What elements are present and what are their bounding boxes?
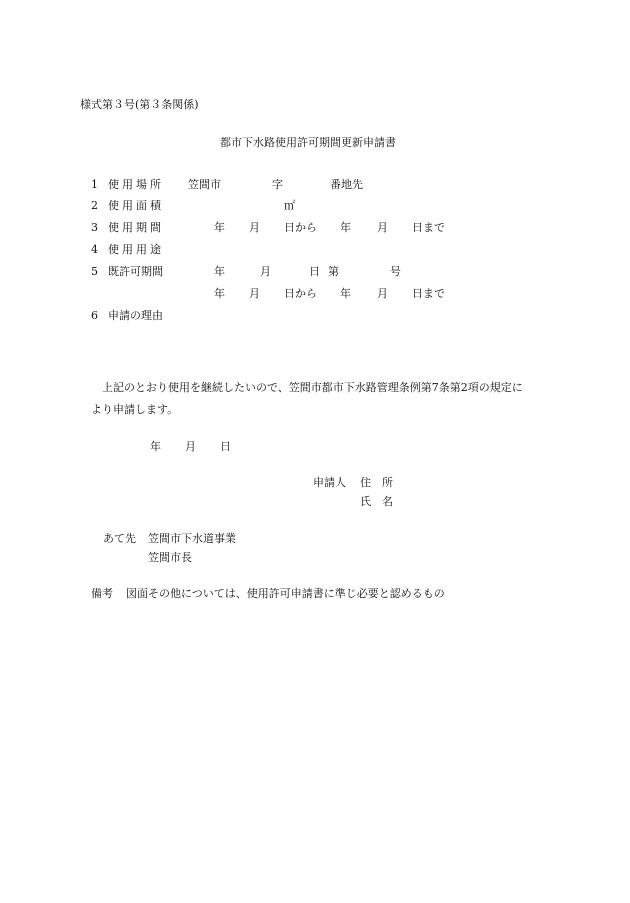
form-number: 様式第３号(第３条関係) — [80, 98, 199, 111]
form-title: 都市下水路使用許可期間更新申請書 — [220, 136, 396, 149]
row-4-label: 使用用途 — [108, 243, 164, 256]
date-day: 日 — [220, 440, 231, 453]
row-5b-day-from: 日から — [284, 287, 317, 300]
row-3-day-from: 日から — [284, 221, 317, 234]
row-5-label: 既許可期間 — [108, 265, 163, 278]
addressee-line-1: 笠間市下水道事業 — [148, 532, 236, 545]
applicant-label: 申請人 — [313, 476, 346, 489]
row-3-year: 年 — [214, 221, 225, 234]
row-1-banchi: 番地先 — [330, 178, 363, 191]
row-3-month-2: 月 — [377, 221, 388, 234]
row-5-gou: 号 — [390, 265, 401, 278]
row-5-day: 日 — [309, 265, 320, 278]
applicant-name-label: 氏 名 — [360, 495, 393, 508]
row-2-label: 使用面積 — [108, 199, 164, 212]
row-6-label: 申請の理由 — [108, 309, 163, 322]
date-year: 年 — [150, 440, 161, 453]
row-5-number: 5 — [91, 265, 98, 278]
applicant-address-label: 住 所 — [360, 476, 393, 489]
row-5-dai: 第 — [328, 265, 339, 278]
row-3-month: 月 — [249, 221, 260, 234]
row-3-label: 使用期間 — [108, 221, 164, 234]
row-5b-month-2: 月 — [377, 287, 388, 300]
row-5b-year: 年 — [214, 287, 225, 300]
date-month: 月 — [185, 440, 196, 453]
row-1-aza: 字 — [272, 178, 283, 191]
row-5-month: 月 — [260, 265, 271, 278]
row-2-unit: ㎡ — [284, 199, 295, 212]
body-text-line-2: より申請します。 — [91, 403, 179, 416]
row-1-label: 使用場所 — [108, 178, 164, 191]
remarks-label: 備考 — [91, 587, 113, 600]
addressee-label: あて先 — [103, 532, 136, 545]
row-5b-day-to: 日まで — [412, 287, 445, 300]
row-4-number: 4 — [91, 243, 98, 256]
row-5-year: 年 — [214, 265, 225, 278]
row-1-number: 1 — [91, 178, 98, 191]
row-5b-month: 月 — [249, 287, 260, 300]
body-text-line-1: 上記のとおり使用を継続したいので、笠間市都市下水路管理条例第7条第2項の規定に — [102, 381, 523, 394]
addressee-line-2: 笠間市長 — [148, 551, 192, 564]
row-6-number: 6 — [91, 309, 98, 322]
row-3-day-to: 日まで — [412, 221, 445, 234]
row-2-number: 2 — [91, 199, 98, 212]
remarks-text: 図面その他については、使用許可申請書に準じ必要と認めるもの — [126, 587, 445, 600]
row-5b-year-2: 年 — [340, 287, 351, 300]
row-3-number: 3 — [91, 221, 98, 234]
row-3-year-2: 年 — [340, 221, 351, 234]
row-1-city: 笠間市 — [188, 178, 221, 191]
